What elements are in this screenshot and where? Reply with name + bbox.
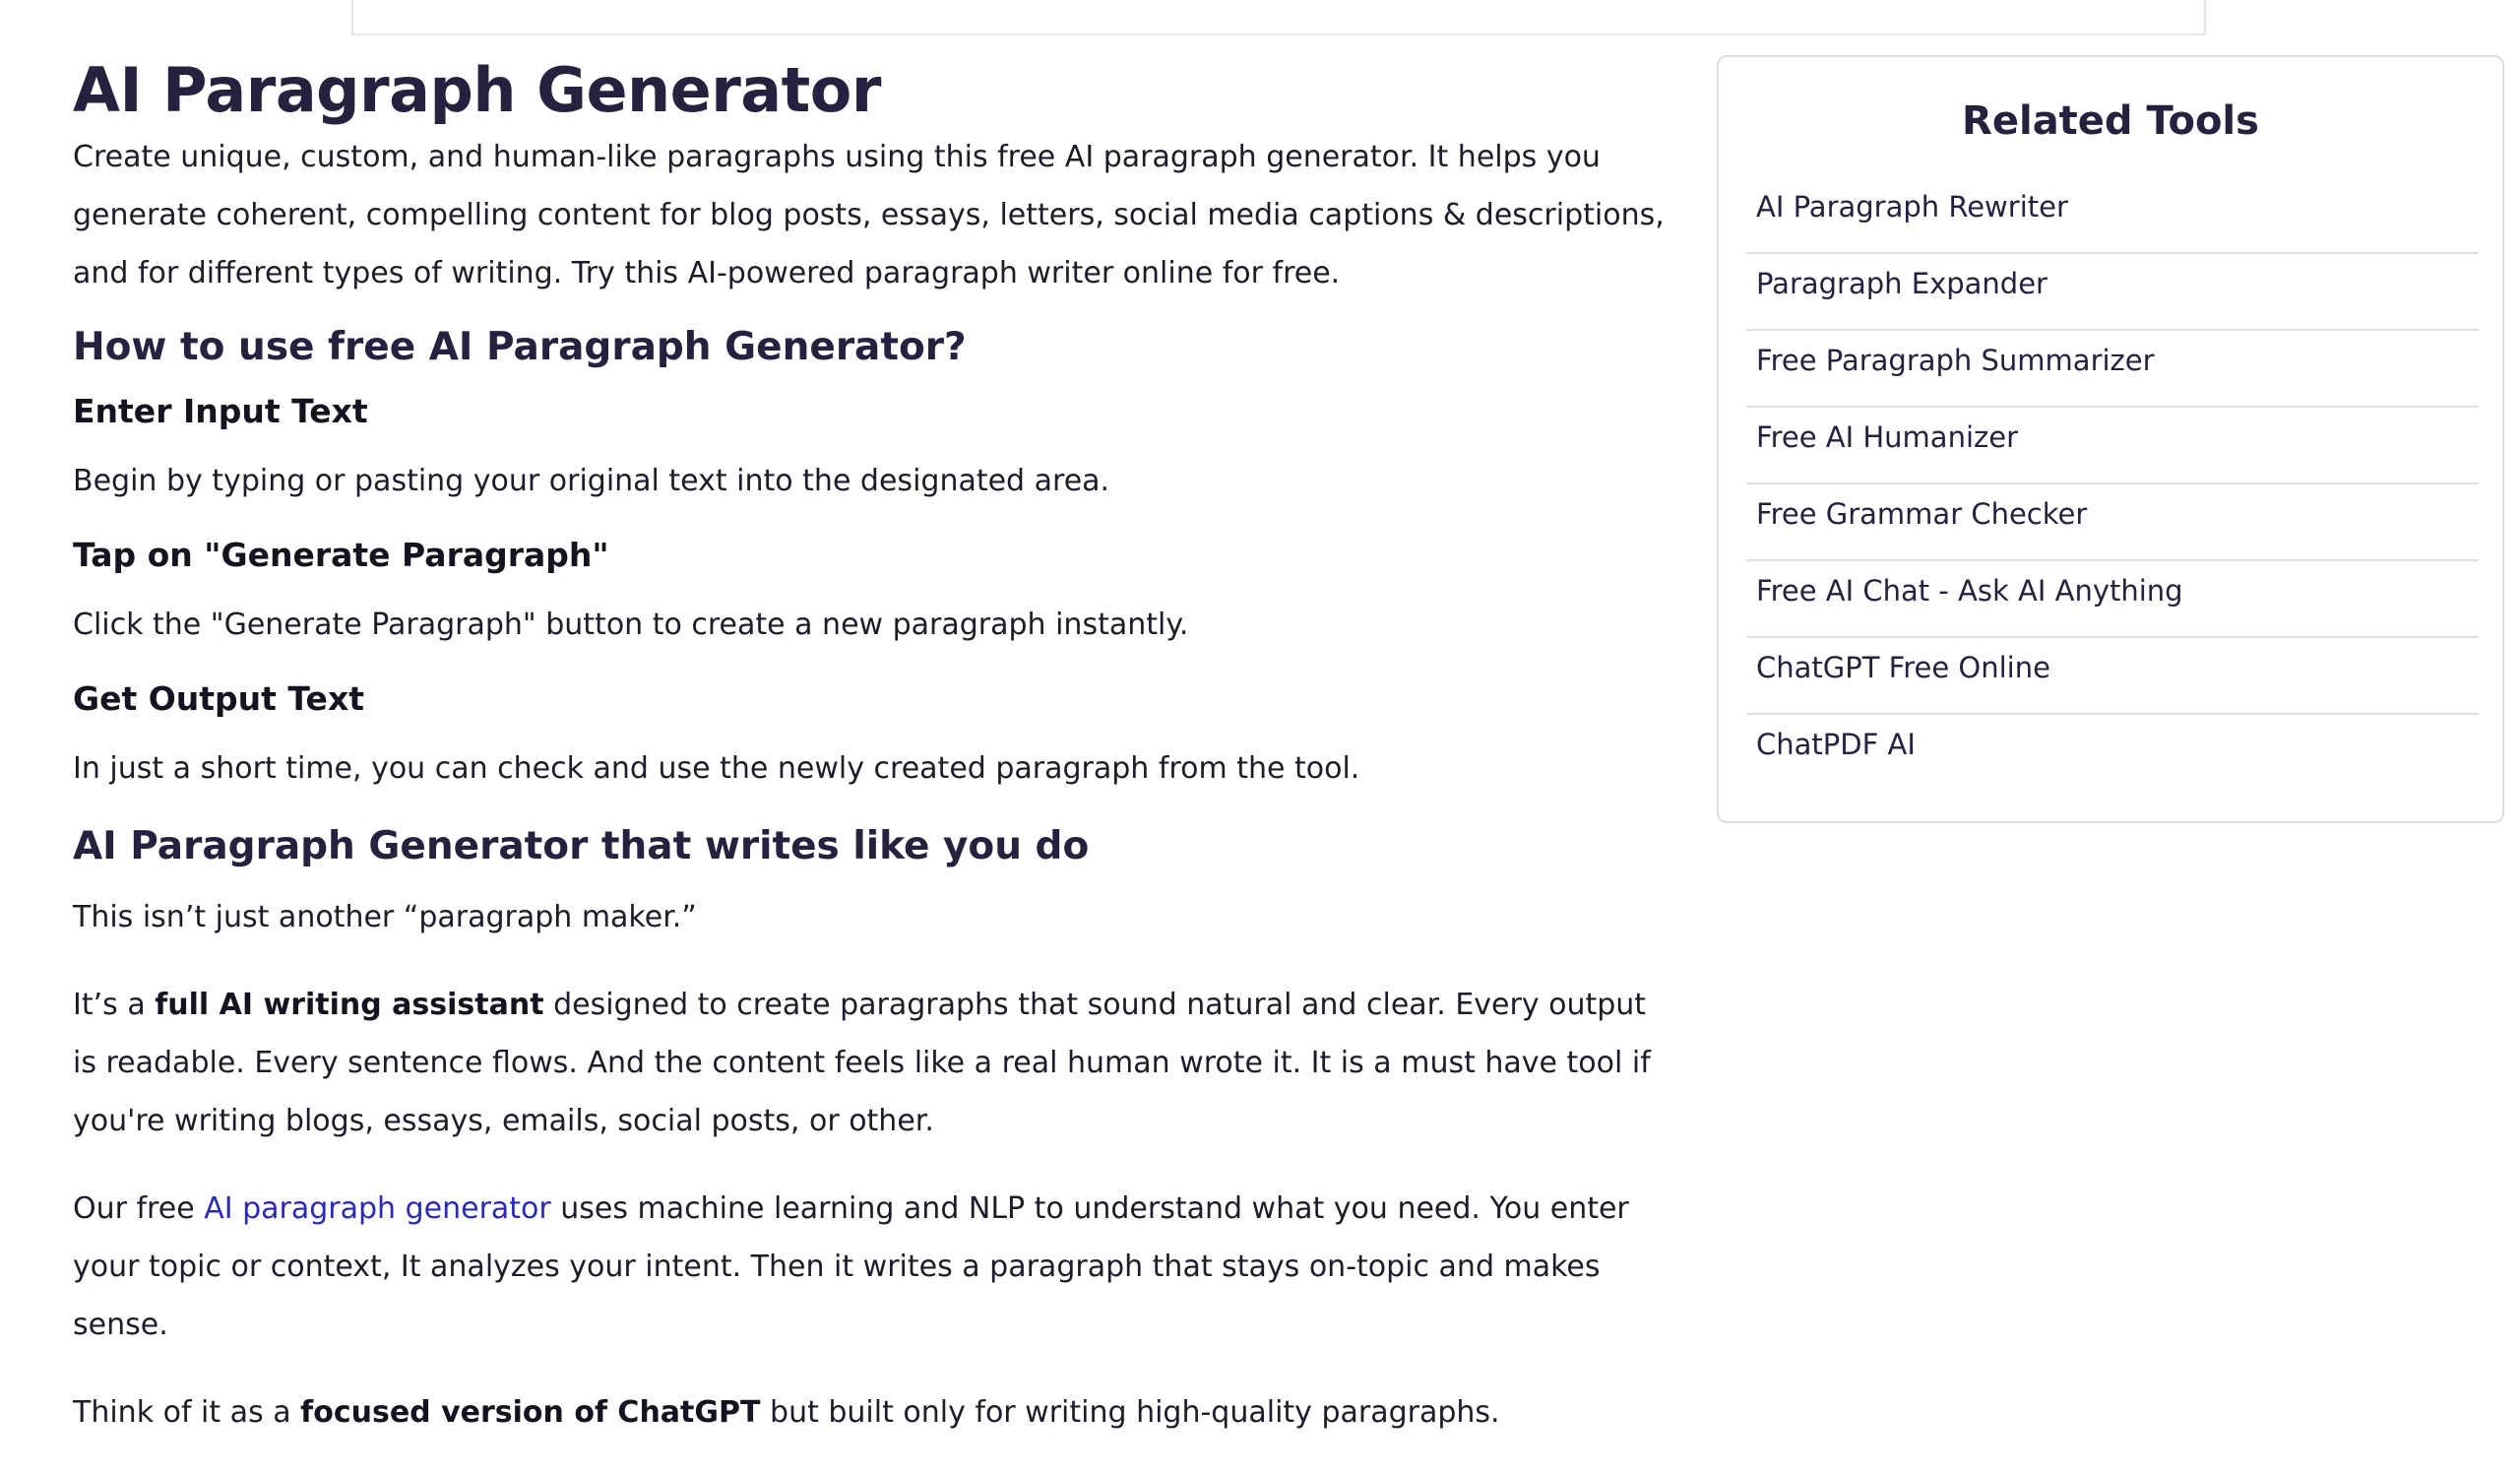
related-tool-link[interactable]: Free Grammar Checker [1746,484,2479,561]
related-tool-link[interactable]: Free AI Humanizer [1746,408,2479,484]
related-tools-title: Related Tools [1962,98,2259,144]
text-span: It’s a [73,988,156,1022]
article-content [73,51,1668,1442]
intro-paragraph: Create unique, custom, and human-like paragraphs using this free AI paragraph generator. It helps you generate coherent, compelling content for blog posts, essays, letters, social media captions & descriptions, and for different types of writing. Try this AI-powered paragraph writer online for free. [73,140,1665,290]
bold-phrase: full AI writing assistant [155,988,544,1022]
step-title: Enter Input Text [73,392,368,430]
text-span: but built only for writing high-quality paragraphs. [760,1395,1500,1430]
text-span: designed to create paragraphs that sound natural and clear. Every output is readable. Every sentence flows. And the content feels like a real human wrote it. It is a must have tool if you're writing blogs, essays, emails, social posts, or other. [73,988,1651,1138]
body-paragraph [73,1383,1668,1442]
text-span: uses machine learning and NLP to understand what you need. You enter your topic or context, It analyzes your intent. Then it writes a paragraph that stays on-topic and makes sense. [73,1191,1629,1342]
bold-phrase: focused version of ChatGPT [300,1395,761,1430]
related-tool-link[interactable]: ChatPDF AI [1756,728,1916,761]
related-tools-panel [1717,55,2504,823]
step-title: Tap on "Generate Paragraph" [73,536,609,574]
text-span: Our free [73,1191,205,1226]
ai-paragraph-generator-link[interactable]: AI paragraph generator [204,1191,551,1226]
page-title: AI Paragraph Generator [73,54,881,126]
body-paragraph [73,1180,1668,1354]
howto-heading: How to use free AI Paragraph Generator? [73,325,967,369]
related-tool-link[interactable]: ChatGPT Free Online [1746,638,2479,715]
text-span: Think of it as a [73,1395,301,1430]
body-paragraph [73,976,1668,1150]
related-tool-link[interactable]: Free AI Chat - Ask AI Anything [1746,561,2479,638]
step-text: Click the "Generate Paragraph" button to create a new paragraph instantly. [73,608,1189,642]
step-title: Get Output Text [73,679,365,718]
related-tools-list [1746,177,2479,792]
section-heading: AI Paragraph Generator that writes like you do [73,824,1090,868]
step-text: In just a short time, you can check and use the newly created paragraph from the tool. [73,751,1360,786]
related-tool-link[interactable]: Paragraph Expander [1746,254,2479,331]
body-paragraph: This isn’t just another “paragraph maker.” [73,900,697,934]
related-tool-link[interactable]: AI Paragraph Rewriter [1746,177,2479,254]
related-tool-link[interactable]: Free Paragraph Summarizer [1746,331,2479,408]
step-text: Begin by typing or pasting your original text into the designated area. [73,464,1110,498]
top-container-edge [351,0,2206,35]
